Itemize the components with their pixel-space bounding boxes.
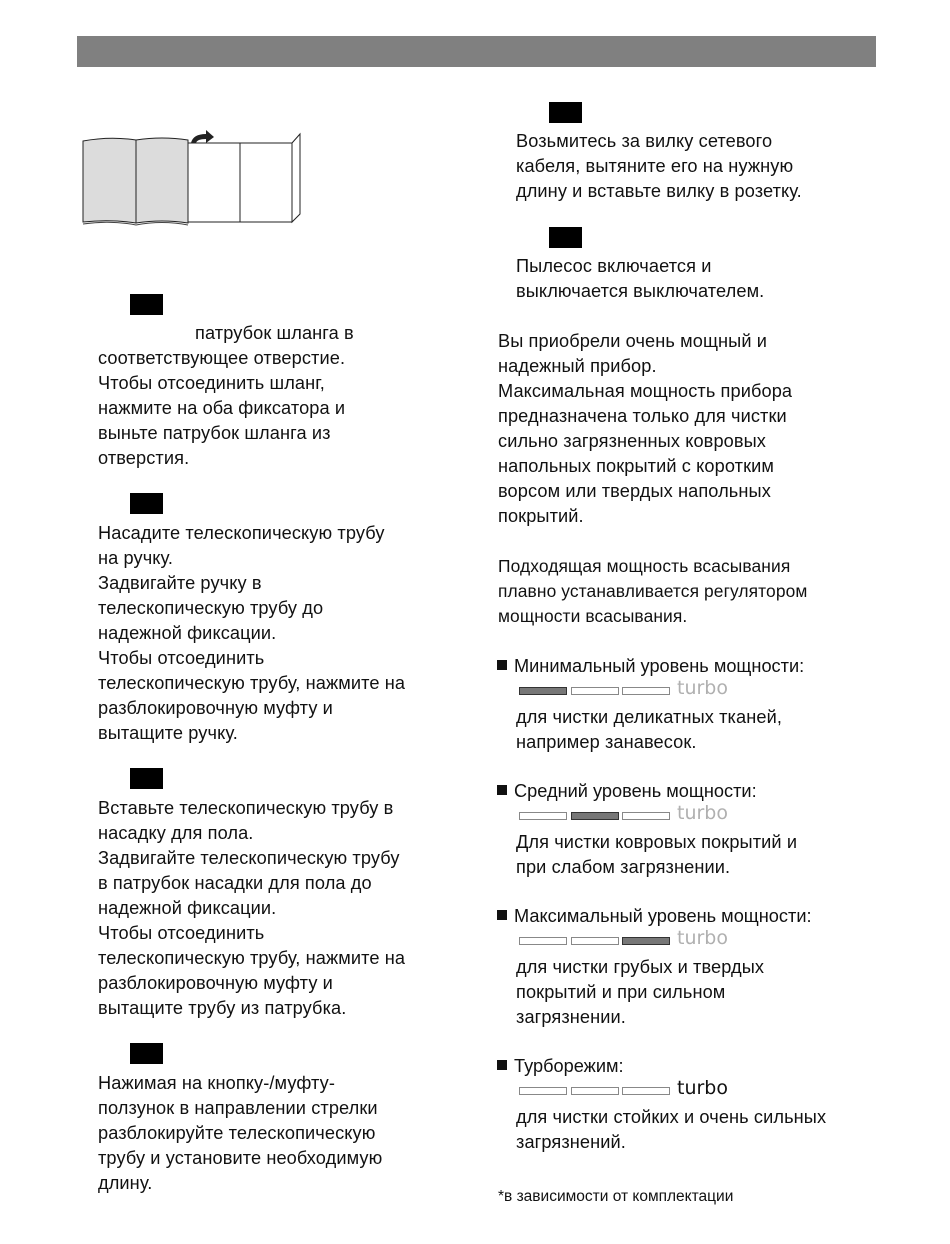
bullet-icon [497, 660, 507, 670]
segment-3 [622, 812, 670, 820]
turbo-label: turbo [677, 927, 728, 949]
suction-text: Подходящая мощность всасывания плавно устанавливается регулятором мощности всасывания. [498, 556, 808, 626]
turbo-label: turbo [677, 1077, 728, 1099]
header-bar [77, 36, 876, 67]
step-2-text: Насадите телескопическую трубу на ручку. Задвигайте ручку в телескопическую трубу до надежной фиксации. Чтобы отсоединить телескопическую трубу, нажмите на разблокировочную муфту и вытащите ручку. [98, 523, 406, 743]
intro-text: Вы приобрели очень мощный и надежный прибор. Максимальная мощность прибора предназначена только для чистки сильно загрязненных ковровых напольных покрытий с коротким ворсом или твердых напольных покрытий. [498, 331, 793, 526]
power-level-max-description: для чистки грубых и твердых покрытий и при сильном загрязнении. [516, 957, 765, 1027]
turbo-label: turbo [677, 677, 728, 699]
fold-out-page-icon [80, 128, 305, 228]
step-5-marker [549, 102, 582, 123]
power-level-label: Турборежим: [514, 1056, 624, 1076]
power-level-min-title [497, 654, 804, 679]
segment-1 [519, 1087, 567, 1095]
power-level-mid-description: Для чистки ковровых покрытий и при слабом загрязнении. [516, 832, 798, 877]
power-level-mid-title [497, 779, 757, 804]
segment-1 [519, 812, 567, 820]
step-6-marker [549, 227, 582, 248]
power-level-min-description: для чистки деликатных тканей, например занавесок. [516, 707, 782, 752]
power-level-max-title [497, 904, 812, 929]
step-4-text: Нажимая на кнопку-/муфту- ползунок в направлении стрелки разблокируйте телескопическую трубу и установите необходимую длину. [98, 1073, 383, 1193]
step-1-marker [130, 294, 163, 315]
step-3-text: Вставьте телескопическую трубу в насадку для пола. Задвигайте телескопическую трубу в патрубок насадки для пола до надежной фиксации. Чтобы отсоединить телескопическую трубу, нажмите на разблокировочную муфту и вытащите трубу из патрубка. [98, 798, 406, 1018]
segment-3 [622, 937, 670, 945]
bullet-icon [497, 785, 507, 795]
segment-2 [571, 812, 619, 820]
footnote: *в зависимости от комплектации [498, 1188, 734, 1205]
segment-2 [571, 687, 619, 695]
bullet-icon [497, 910, 507, 920]
step-2-marker [130, 493, 163, 514]
segment-2 [571, 937, 619, 945]
step-4-marker [130, 1043, 163, 1064]
power-level-label: Средний уровень мощности: [514, 781, 757, 801]
step-3-marker [130, 768, 163, 789]
segment-1 [519, 687, 567, 695]
segment-1 [519, 937, 567, 945]
bullet-icon [497, 1060, 507, 1070]
power-level-turbo-description: для чистки стойких и очень сильных загрязнений. [516, 1107, 827, 1152]
step-1-text: патрубок шланга в соответствующее отверстие. Чтобы отсоединить шланг, нажмите на оба фиксатора и выньте патрубок шланга из отверстия. [98, 323, 354, 468]
step-6-text: Пылесос включается и выключается выключателем. [516, 256, 765, 301]
power-level-label: Минимальный уровень мощности: [514, 656, 805, 676]
segment-3 [622, 1087, 670, 1095]
turbo-label: turbo [677, 802, 728, 824]
segment-2 [571, 1087, 619, 1095]
step-5-text: Возьмитесь за вилку сетевого кабеля, вытяните его на нужную длину и вставьте вилку в розетку. [516, 131, 802, 201]
power-level-turbo-title [497, 1054, 624, 1079]
power-level-label: Максимальный уровень мощности: [514, 906, 812, 926]
segment-3 [622, 687, 670, 695]
